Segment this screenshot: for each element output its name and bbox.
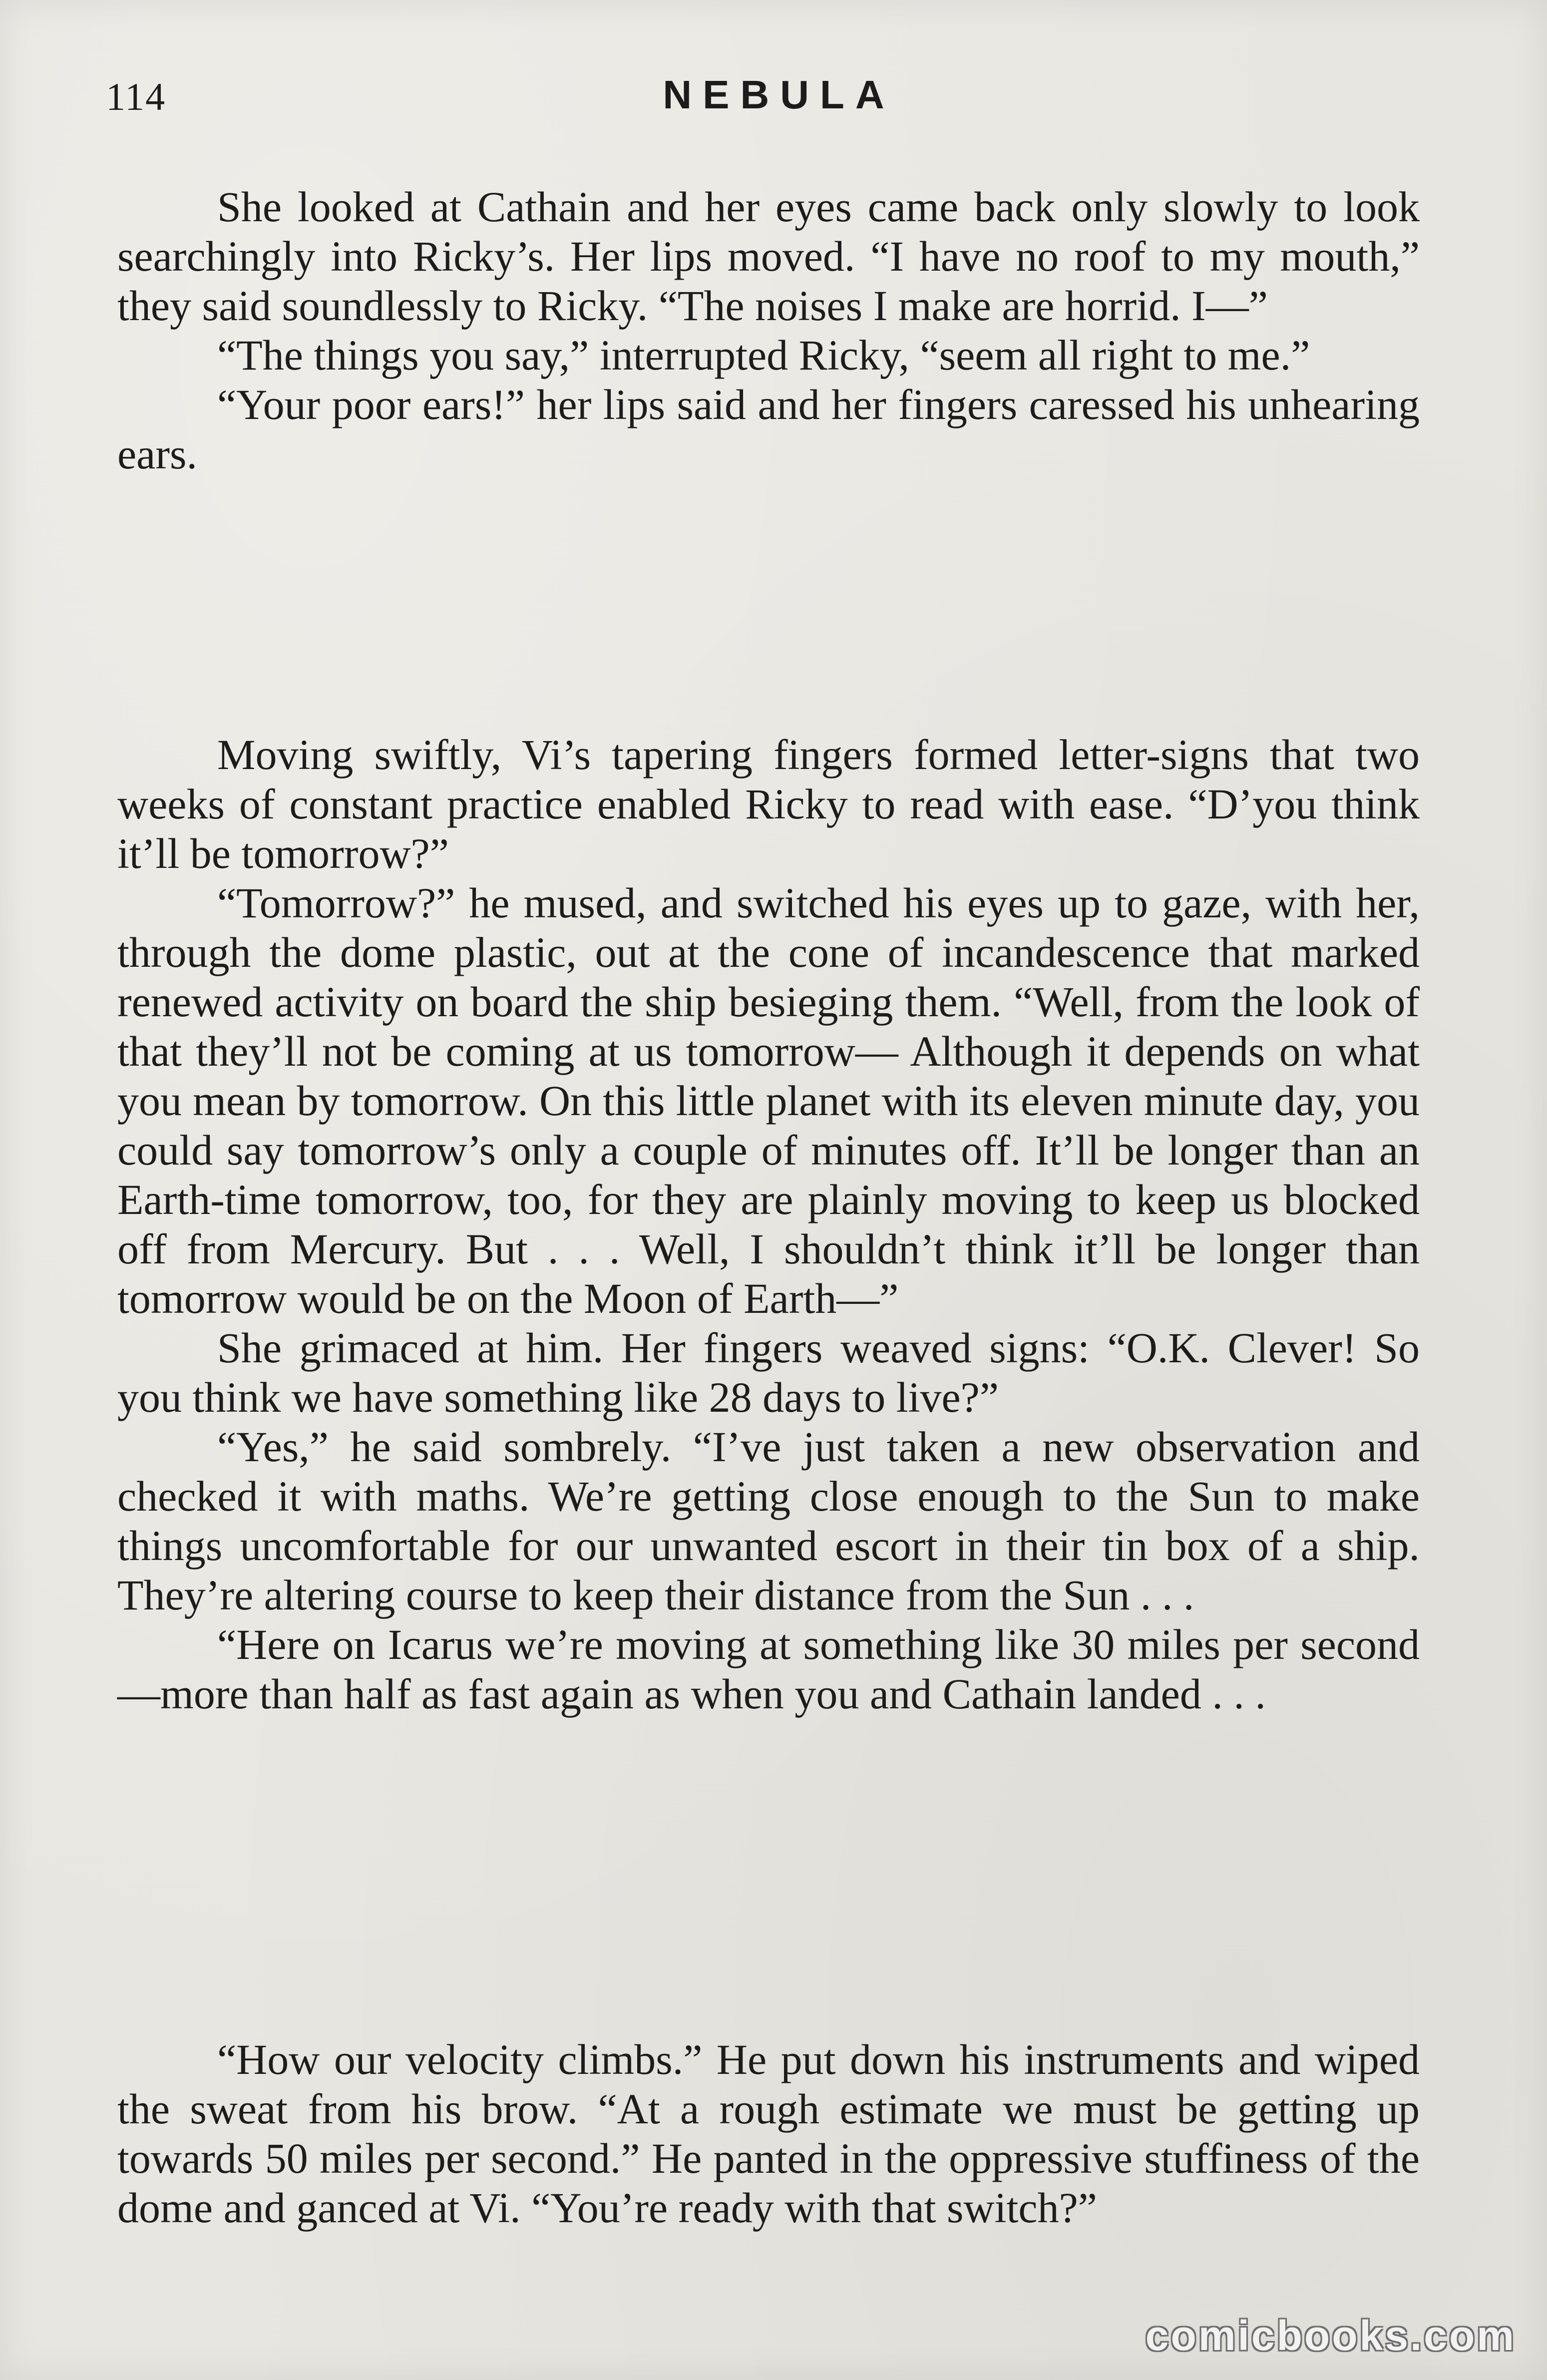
paragraph: “Your poor ears!” her lips said and her fingers caressed his unhearing ears. xyxy=(117,381,1420,478)
running-head: NEBULA xyxy=(663,72,895,117)
paragraph: “How our velocity climbs.” He put down his instruments and wiped the sweat from his brow. “At a rough estimate we must be getting up towards 50 miles per second.” He panted in the oppressive stuffiness of the dome and ganced at Vi. “You’re ready with that switch?” xyxy=(117,2035,1420,2232)
text-section-2 xyxy=(117,730,1420,1719)
paragraph: Moving swiftly, Vi’s tapering fingers formed letter-signs that two weeks of constant practice enabled Ricky to read with ease. “D’you think it’ll be tomorrow?” xyxy=(117,731,1420,877)
paragraph: “Yes,” he said sombrely. “I’ve just taken a new observation and checked it with maths. We’re getting close enough to the Sun to make things uncomfortable for our unwanted escort in their tin box of a ship. They’re altering course to keep their distance from the Sun . . . xyxy=(117,1423,1420,1619)
page-number: 114 xyxy=(106,75,166,118)
paragraph: She looked at Cathain and her eyes came back only slowly to look searchingly into Ricky’s. Her lips moved. “I have no roof to my mouth,” they said soundlessly to Ricky. “The noises I make are horrid. I—” xyxy=(117,183,1420,330)
paragraph: “The things you say,” interrupted Ricky, “seem all right to me.” xyxy=(217,331,1310,379)
paragraph: She grimaced at him. Her fingers weaved signs: “O.K. Clever! So you think we have something like 28 days to live?” xyxy=(117,1324,1420,1421)
text-section-1 xyxy=(117,182,1420,479)
text-section-3 xyxy=(117,2035,1420,2233)
watermark: comicbooks.com xyxy=(1145,2312,1516,2359)
paragraph: “Here on Icarus we’re moving at something like 30 miles per second—more than half as fast again as when you and Cathain landed . . . xyxy=(117,1620,1420,1718)
paragraph: “Tomorrow?” he mused, and switched his eyes up to gaze, with her, through the dome plastic, out at the cone of incandescence that marked renewed activity on board the ship besieging them. “Well, from the look of that they’ll not be coming at us tomorrow— Although it depends on what you mean by tomorrow. On this little planet with its eleven minute day, you could say tomorrow’s only a couple of minutes off. It’ll be longer than an Earth-time tomorrow, too, for they are plainly moving to keep us blocked off from Mercury. But . . . Well, I shouldn’t think it’ll be longer than tomorrow would be on the Moon of Earth—” xyxy=(117,879,1420,1322)
